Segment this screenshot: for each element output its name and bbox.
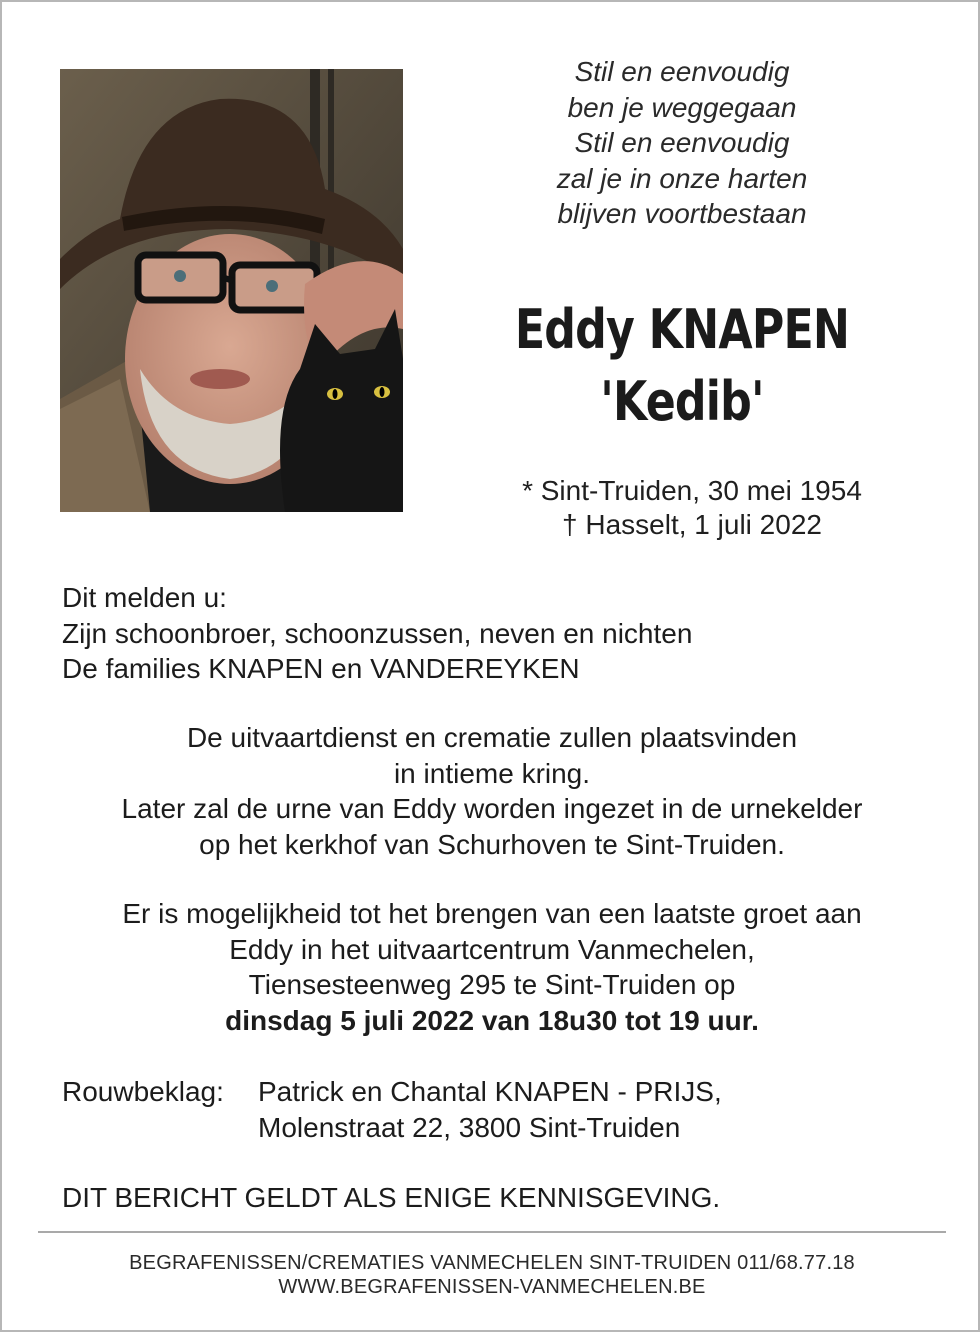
funeral-home-footer [22,1251,962,1299]
condolence-name: Patrick en Chantal KNAPEN - PRIJS, [258,1076,722,1107]
farewell-datetime: dinsdag 5 juli 2022 van 18u30 tot 19 uur. [225,1004,759,1036]
poem-line: zal je in onze harten [556,162,808,194]
farewell-line: Er is mogelijkheid tot het brengen van een laatste groet aan [122,898,862,929]
farewell-line: Tiensesteenweg 295 te Sint-Truiden op [248,969,736,1000]
condolence-label: Rouwbeklag: [62,1076,224,1107]
condolence-address [62,1074,962,1145]
service-line: op het kerkhof van Schurhoven te Sint-Truiden. [199,828,785,860]
poem-line: Stil en eenvoudig [574,127,790,158]
portrait-photo [60,69,403,512]
funeral-home-website[interactable]: WWW.BEGRAFENISSEN-VANMECHELEN.BE [278,1276,706,1298]
poem-line: ben je weggegaan [567,91,797,123]
condolence-street: Molenstraat 22, 3800 Sint-Truiden [258,1111,681,1143]
portrait-illustration [60,69,403,512]
death-date: † Hasselt, 1 juli 2022 [562,509,822,540]
announcement-line: Zijn schoonbroer, schoonzussen, neven en nichten [62,617,693,649]
funeral-home-name: BEGRAFENISSEN/CREMATIES VANMECHELEN SINT-TRUIDEN 011/68.77.18 [129,1252,855,1274]
birth-date: * Sint-Truiden, 30 mei 1954 [522,475,862,506]
announcement [62,580,942,687]
service-line: in intieme kring. [393,757,591,789]
announcement-line: Dit melden u: [62,582,227,613]
footer-divider [38,1231,946,1233]
memorial-poem [472,54,892,232]
announcement-line: De families KNAPEN en VANDEREYKEN [62,653,580,684]
service-line: Later zal de urne van Eddy worden ingezet in de urnekelder [121,793,863,824]
service-details [42,720,942,862]
life-dates [432,474,952,542]
poem-line: blijven voortbestaan [557,198,807,229]
poem-line: Stil en eenvoudig [574,56,790,87]
deceased-nickname: 'Kedib' [600,370,764,433]
deceased-name-block [477,294,887,438]
service-line: De uitvaartdienst en crematie zullen plaatsvinden [186,722,798,753]
farewell-details [42,896,942,1038]
sole-notice: DIT BERICHT GELDT ALS ENIGE KENNISGEVING. [62,1182,721,1213]
farewell-line: Eddy in het uitvaartcentrum Vanmechelen, [229,933,755,965]
deceased-name: Eddy KNAPEN [514,298,850,361]
